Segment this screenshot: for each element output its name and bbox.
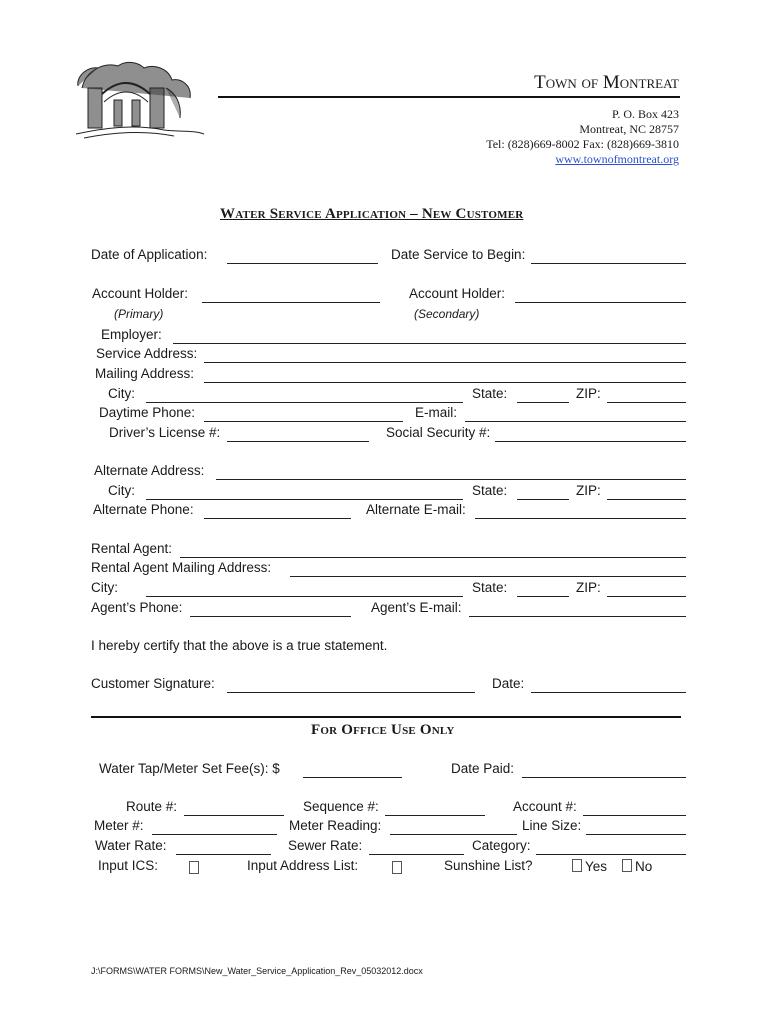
daytime-phone-field[interactable]: [204, 421, 403, 422]
drivers-license-field[interactable]: [227, 441, 369, 442]
account-holder-primary-field[interactable]: [202, 302, 380, 303]
agent-city-field[interactable]: [146, 596, 463, 597]
agents-email-field[interactable]: [469, 616, 686, 617]
employer-label: Employer:: [101, 327, 162, 342]
agent-zip-field[interactable]: [607, 596, 686, 597]
rental-agent-mailing-label: Rental Agent Mailing Address:: [91, 560, 272, 575]
ssn-field[interactable]: [495, 441, 686, 442]
input-address-list-label: Input Address List:: [247, 858, 359, 873]
meter-field[interactable]: [152, 834, 277, 835]
input-ics-label: Input ICS:: [98, 858, 159, 873]
input-address-list-checkbox[interactable]: [392, 861, 402, 874]
address-line-3: Tel: (828)669-8002 Fax: (828)669-3810: [486, 137, 679, 151]
zip-label: ZIP:: [576, 386, 601, 401]
website-link[interactable]: www.townofmontreat.org: [555, 152, 679, 166]
mailing-address-field[interactable]: [204, 382, 686, 383]
agent-state-field[interactable]: [517, 596, 569, 597]
header-rule: [218, 96, 680, 98]
city-label: City:: [108, 386, 135, 401]
sunshine-yes-option[interactable]: [572, 859, 607, 874]
date-paid-field[interactable]: [522, 777, 686, 778]
date-of-application-label: Date of Application:: [91, 247, 208, 262]
primary-note: (Primary): [114, 307, 164, 321]
secondary-note: (Secondary): [414, 307, 480, 321]
town-name: Town of Montreat: [534, 72, 679, 93]
alternate-phone-field[interactable]: [204, 518, 351, 519]
route-field[interactable]: [184, 815, 284, 816]
alternate-phone-label: Alternate Phone:: [93, 502, 194, 517]
sunshine-no-label: No: [635, 859, 653, 874]
date-paid-label: Date Paid:: [451, 761, 515, 776]
agent-city-label: City:: [91, 580, 118, 595]
date-service-begin-label: Date Service to Begin:: [391, 247, 526, 262]
account-field[interactable]: [583, 815, 686, 816]
zip-field[interactable]: [607, 402, 686, 403]
agents-phone-field[interactable]: [190, 616, 351, 617]
alternate-zip-field[interactable]: [607, 499, 686, 500]
category-field[interactable]: [536, 854, 686, 855]
email-field[interactable]: [465, 421, 686, 422]
alternate-address-label: Alternate Address:: [94, 463, 205, 478]
account-holder-secondary-field[interactable]: [515, 302, 686, 303]
drivers-license-label: Driver’s License #:: [109, 425, 221, 440]
alternate-zip-label: ZIP:: [576, 483, 601, 498]
certify-statement: I hereby certify that the above is a true statement.: [91, 638, 388, 653]
tap-fee-field[interactable]: [303, 777, 402, 778]
date-of-application-field[interactable]: [227, 263, 378, 264]
sequence-field[interactable]: [385, 815, 485, 816]
meter-reading-label: Meter Reading:: [289, 818, 382, 833]
alternate-email-label: Alternate E-mail:: [366, 502, 466, 517]
employer-field[interactable]: [173, 343, 686, 344]
water-rate-field[interactable]: [176, 854, 271, 855]
rental-agent-mailing-field[interactable]: [290, 576, 686, 577]
office-use-title: For Office Use Only: [311, 722, 455, 738]
sunshine-list-label: Sunshine List?: [444, 858, 533, 873]
address-line-1: P. O. Box 423: [611, 107, 679, 121]
date-service-begin-field[interactable]: [531, 263, 686, 264]
alternate-city-field[interactable]: [146, 499, 463, 500]
address-line-2: Montreat, NC 28757: [579, 122, 679, 136]
account-holder-secondary-label: Account Holder:: [409, 286, 506, 301]
account-holder-primary-label: Account Holder:: [92, 286, 189, 301]
ssn-label: Social Security #:: [386, 425, 491, 440]
tap-fee-label: Water Tap/Meter Set Fee(s): $: [99, 761, 280, 776]
signature-date-field[interactable]: [531, 692, 686, 693]
agents-phone-label: Agent’s Phone:: [91, 600, 183, 615]
sunshine-yes-label: Yes: [585, 859, 608, 874]
agents-email-label: Agent’s E-mail:: [371, 600, 462, 615]
form-title: Water Service Application – New Customer: [220, 206, 524, 222]
sewer-rate-field[interactable]: [369, 854, 464, 855]
meter-reading-field[interactable]: [390, 834, 517, 835]
service-address-field[interactable]: [204, 362, 686, 363]
state-label: State:: [472, 386, 508, 401]
signature-date-label: Date:: [492, 676, 525, 691]
water-rate-label: Water Rate:: [95, 838, 167, 853]
customer-signature-label: Customer Signature:: [91, 676, 215, 691]
sewer-rate-label: Sewer Rate:: [288, 838, 363, 853]
daytime-phone-label: Daytime Phone:: [99, 405, 196, 420]
customer-signature-field[interactable]: [227, 692, 475, 693]
alternate-address-field[interactable]: [216, 479, 686, 480]
sunshine-yes-checkbox[interactable]: [572, 859, 582, 872]
rental-agent-label: Rental Agent:: [91, 541, 173, 556]
sunshine-no-checkbox[interactable]: [622, 859, 632, 872]
email-label: E-mail:: [415, 405, 458, 420]
account-label: Account #:: [513, 799, 577, 814]
state-field[interactable]: [517, 402, 569, 403]
footer-file-path: J:\FORMS\WATER FORMS\New_Water_Service_Application_Rev_05032012.docx: [91, 966, 423, 976]
input-ics-checkbox[interactable]: [189, 861, 199, 874]
service-address-label: Service Address:: [96, 346, 198, 361]
line-size-label: Line Size:: [522, 818, 582, 833]
category-label: Category:: [472, 838, 531, 853]
town-logo: [74, 58, 206, 140]
city-field[interactable]: [146, 402, 463, 403]
office-divider: [91, 716, 681, 718]
route-label: Route #:: [126, 799, 178, 814]
agent-state-label: State:: [472, 580, 508, 595]
alternate-city-label: City:: [108, 483, 135, 498]
mailing-address-label: Mailing Address:: [95, 366, 195, 381]
agent-zip-label: ZIP:: [576, 580, 601, 595]
sequence-label: Sequence #:: [303, 799, 379, 814]
alternate-state-label: State:: [472, 483, 508, 498]
meter-label: Meter #:: [94, 818, 144, 833]
alternate-state-field[interactable]: [517, 499, 569, 500]
alternate-email-field[interactable]: [475, 518, 686, 519]
sunshine-no-option[interactable]: [622, 859, 652, 874]
line-size-field[interactable]: [586, 834, 686, 835]
rental-agent-field[interactable]: [180, 557, 686, 558]
